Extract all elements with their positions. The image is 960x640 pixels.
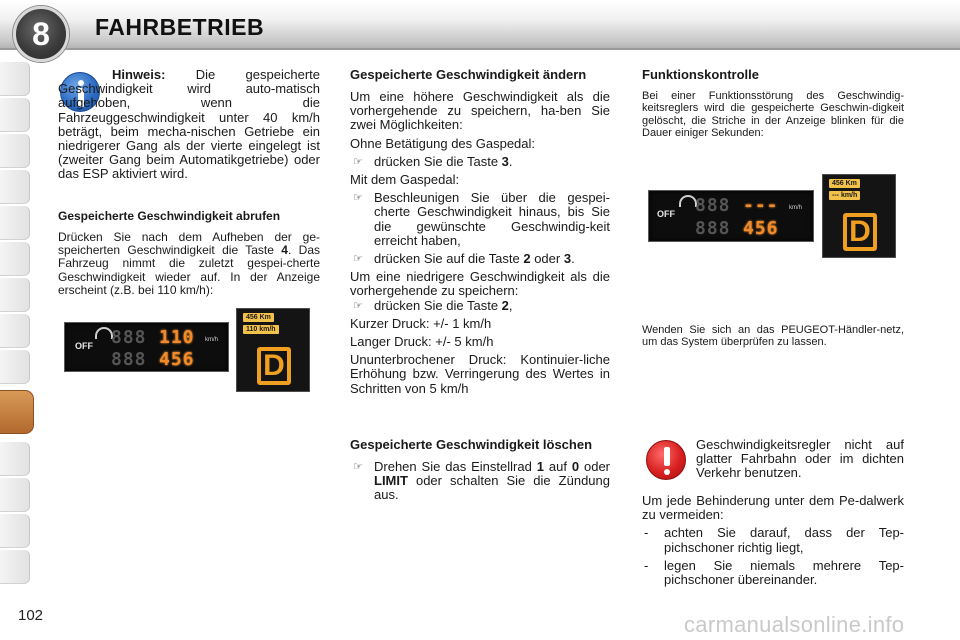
- warning-text: Geschwindigkeitsregler nicht auf glatter Fahrbahn oder im dichten Verkehr benutzen.: [696, 437, 904, 481]
- key-3: 3: [563, 251, 572, 267]
- bullet-item: ☞ drücken Sie die Taste 2,: [353, 297, 513, 313]
- bullet-text: oder: [579, 459, 611, 474]
- multifunction-display-illustration: [236, 308, 310, 392]
- loeschen-heading: Gespeicherte Geschwindigkeit löschen: [350, 437, 593, 452]
- ohne-gaspedal-label: Ohne Betätigung des Gaspedal:: [350, 135, 536, 151]
- key-0: 0: [571, 459, 580, 474]
- bullet-item: ☞ drücken Sie die Taste 3.: [353, 153, 513, 169]
- chapter-number-badge: 8: [13, 6, 69, 62]
- bullet-text: drücken Sie die Taste: [374, 297, 502, 313]
- page-number: 102: [18, 607, 44, 624]
- segment-dim: 888: [111, 327, 147, 348]
- chapter-tab[interactable]: [0, 314, 30, 348]
- abrufen-text: [58, 231, 320, 297]
- gear-indicator: [257, 347, 291, 385]
- instrument-panel-illustration: [64, 322, 229, 372]
- aendern-intro: Um eine höhere Geschwindigkeit als die vorhergehende zu speichern, ha-ben Sie zwei Möglichkeiten:: [350, 89, 610, 133]
- bullet-text: oder: [530, 251, 564, 267]
- bullet-text: drücken Sie die Taste: [374, 153, 502, 169]
- chapter-tab[interactable]: [0, 514, 30, 548]
- funktion-heading: Funktionskontrolle: [642, 67, 759, 82]
- unit-label: km/h: [205, 337, 219, 343]
- chapter-tab[interactable]: [0, 442, 30, 476]
- segment-dim: 888: [695, 218, 731, 239]
- display-tag: 456 Km: [829, 179, 860, 188]
- odometer-digits: 456: [743, 218, 779, 239]
- bullet-item: ☞ drücken Sie auf die Taste 2 oder 3.: [353, 251, 575, 267]
- gear-letter: D: [849, 215, 871, 248]
- bullet-text: auf: [543, 459, 572, 474]
- chapter-tab[interactable]: [0, 206, 30, 240]
- key-3: 3: [501, 153, 509, 169]
- off-label: OFF: [75, 341, 93, 351]
- bullet-text: Drehen Sie das Einstellrad: [374, 459, 537, 474]
- bullet-text: oder schalten Sie die Zündung aus.: [374, 473, 610, 503]
- funktionskontrolle-section: [642, 68, 904, 140]
- kurzer-druck: Kurzer Druck: +/- 1 km/h: [350, 315, 492, 331]
- funktion-text: Bei einer Funktionsstörung des Geschwindig-keitsreglers wird die gespeicherte Geschwin-digkeit gelöscht, die Striche in der Anzeige blinken für die Dauer einiger Sekunden:: [642, 90, 904, 140]
- aendern-heading: Gespeicherte Geschwindigkeit ändern: [350, 67, 587, 82]
- limit-label: LIMIT: [374, 473, 408, 489]
- dash-item: [642, 526, 904, 554]
- key-2: 2: [501, 297, 509, 313]
- instrument-panel-illustration-fault: [648, 190, 814, 242]
- pointer-icon: ☞: [353, 155, 363, 168]
- abrufen-section: [58, 209, 320, 297]
- niedrigere-intro: Um eine niedrigere Geschwindigkeit als die vorhergehende zu speichern:: [350, 269, 610, 299]
- segment-dim: 888: [695, 195, 731, 216]
- langer-druck: Langer Druck: +/- 5 km/h: [350, 334, 494, 350]
- multifunction-display-illustration-fault: [822, 174, 896, 258]
- behinderung-intro: Um jede Behinderung unter dem Pe-dalwerk zu vermeiden:: [642, 493, 904, 523]
- gear-letter: D: [263, 349, 285, 382]
- chapter-tab[interactable]: [0, 550, 30, 584]
- gear-indicator: [843, 213, 877, 251]
- display-tag: 456 Km: [243, 313, 274, 322]
- abrufen-heading: Gespeicherte Geschwindigkeit abrufen: [58, 209, 281, 223]
- header-divider: [0, 48, 960, 50]
- pointer-icon: ☞: [353, 253, 363, 266]
- off-label: OFF: [657, 209, 675, 219]
- key-2: 2: [523, 251, 531, 267]
- dash-text: legen Sie niemals mehrere Tep-pichschoner übereinander.: [664, 557, 904, 588]
- chapter-tab[interactable]: [0, 134, 30, 168]
- chapter-tab-strip: [0, 62, 34, 586]
- aendern-section: [350, 68, 610, 396]
- key-1: 1: [536, 459, 544, 474]
- watermark: carmanualsonline.info: [684, 612, 905, 637]
- abrufen-text-part: Drücken Sie nach dem Aufheben der ge-speicherten Geschwindigkeit die Taste: [58, 230, 320, 258]
- page-title: FAHRBETRIEB: [95, 14, 265, 40]
- chapter-tab[interactable]: [0, 278, 30, 312]
- key-4: 4: [281, 243, 288, 258]
- chapter-tab[interactable]: [0, 62, 30, 96]
- display-tag: 110 km/h: [243, 325, 279, 334]
- pointer-icon: ☞: [353, 461, 363, 473]
- bullet-item: [350, 191, 610, 248]
- hinweis-body: Die gespeicherte Geschwindigkeit wird auto-matisch aufgehoben, wenn die Fahrzeuggeschwindigkeit unter 40 km/h beträgt, beim mecha-nischen Getriebe ein niedrigerer Gang als der vierte eingelegt ist (zweiter Gang beim Automatikgetriebe) oder das ESP aktiviert wird.: [58, 67, 320, 182]
- speed-dashes: ---: [743, 195, 779, 216]
- dash-marker: -: [644, 525, 649, 541]
- abrufen-text-part: . Das Fahrzeug nimmt die zuletzt gespei-cherte Geschwindigkeit wieder auf. In der Anzeige erscheint (z.B. bei 110 km/h):: [58, 243, 320, 297]
- dash-marker: -: [644, 557, 649, 573]
- chapter-tab[interactable]: [0, 170, 30, 204]
- chapter-tab[interactable]: [0, 242, 30, 276]
- chapter-tab-active[interactable]: [0, 390, 34, 434]
- speed-digits: 110: [159, 327, 195, 348]
- chapter-tab[interactable]: [0, 478, 30, 512]
- pointer-icon: ☞: [353, 192, 363, 205]
- odometer-digits: 456: [159, 349, 195, 370]
- bullet-text: Beschleunigen Sie über die gespei-cherte Geschwindigkeit hinaus, bis Sie die gewünschte Geschwindig-keit erreicht haben,: [374, 190, 610, 248]
- behinderung-section: [642, 494, 904, 587]
- pointer-icon: ☞: [353, 299, 363, 312]
- hinweis-text: [58, 68, 320, 182]
- bullet-text: drücken Sie auf die Taste: [374, 251, 524, 267]
- segment-dim: 888: [111, 349, 147, 370]
- mit-gaspedal-label: Mit dem Gaspedal:: [350, 172, 460, 188]
- unit-label: km/h: [789, 205, 803, 211]
- loeschen-section: [350, 438, 610, 503]
- haendler-text: Wenden Sie sich an das PEUGEOT-Händler-netz, um das System überprüfen zu lassen.: [642, 324, 904, 349]
- display-tag: --- km/h: [829, 191, 860, 200]
- dash-text: achten Sie darauf, dass der Tep-pichschoner richtig liegt,: [664, 525, 904, 555]
- bullet-item: [350, 460, 610, 503]
- ununterbrochen-text: Ununterbrochener Druck: Kontinuier-liche Erhöhung bzw. Verringerung des Wertes in Schritten von 5 km/h: [350, 352, 610, 396]
- chapter-tab[interactable]: [0, 98, 30, 132]
- chapter-tab[interactable]: [0, 350, 30, 384]
- warning-icon: [646, 440, 686, 480]
- hinweis-label: Hinweis:: [112, 67, 166, 82]
- dash-item: [642, 559, 904, 587]
